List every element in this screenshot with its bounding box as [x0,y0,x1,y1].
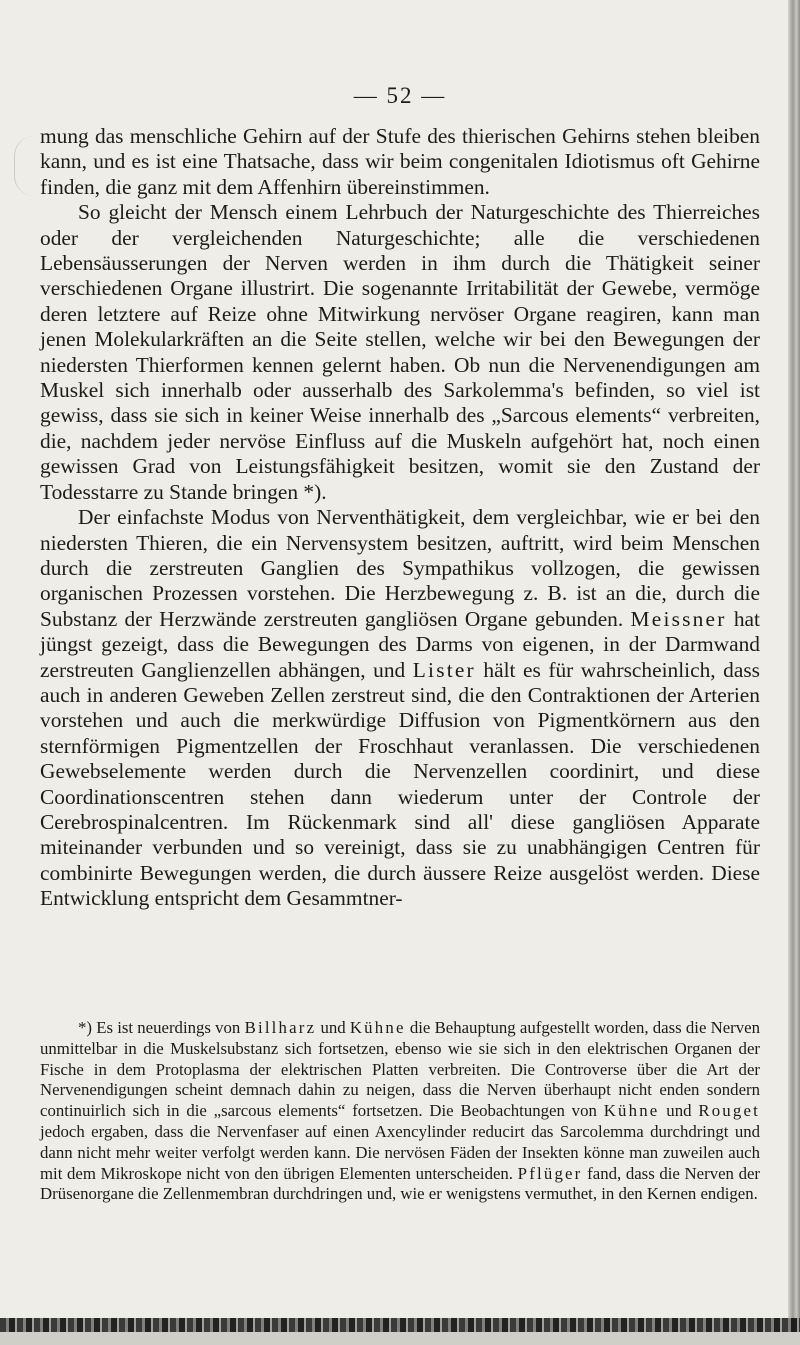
author-kuehne-2: Kühne [603,1101,660,1121]
paragraph-1: mung das menschliche Gehirn auf der Stufe des thierischen Gehirns stehen bleiben kann, und es ist eine Thatsache, dass wir beim congenitalen Idiotismus oft Gehirne finden, die ganz mit dem Affenhirn übereinstimmen. [40,124,760,199]
margin-pencil-mark [14,136,43,196]
paragraph-3-text-b: hat jüngst gezeigt, dass die Bewegungen des Darms von eigenen, in der Darmwand zerstreuten Ganglienzellen abhängen, und [40,606,760,682]
author-billharz: Billharz [244,1018,317,1037]
scan-border-bottom [0,1318,800,1332]
footnote-text-b: und [320,1018,346,1037]
author-kuehne: Kühne [349,1018,406,1037]
paragraph-3-text-c: hält es für wahrscheinlich, dass auch in anderen Geweben Zellen zerstreut sind, die den Contraktionen der Arterien vorstehen und auch die merkwürdige Diffusion von Pigmentkörnern aus den sternförmigen Pigmentzellen der Froschhaut veranlassen. Die verschiedenen Gewebselemente werden durch die Nervenzellen coordinirt, und diese Coordinationscentren stehen dann wiederum unter der Controle der Cerebrospinalcentren. Im Rückenmark sind all' diese gangliösen Apparate miteinander verbunden und so vereinigt, dass sie zu unabhängigen Centren für combinirte Bewegungen werden, die durch äussere Reize ausgelöst werden. Diese Entwicklung entspricht dem Gesammtner- [40,657,760,911]
author-rouget: Rouget [698,1101,760,1121]
footnote-text-a: *) Es ist neuerdings von [78,1018,241,1037]
page-edge-shadow [788,0,800,1345]
footnote-text-d: und [666,1101,692,1121]
footnote-text [40,1018,760,1205]
author-pflueger: Pflüger [517,1163,583,1183]
footnote-text-e: jedoch ergaben, dass die Nervenfaser auf einen Axencylinder reducirt das Sarcolemma durchdringt und dann nicht mehr weiter verfolgt werden kann. Die nervösen Fäden der Insekten könne man zuweilen auch mit dem Mikroskope nicht von den übrigen Elementen unterscheiden. [40,1121,760,1183]
footnote [40,1018,760,1205]
main-text [40,124,760,912]
paragraph-3-text-a: Der einfachste Modus von Nerventhätigkeit, dem vergleichbar, wie er bei den niedersten Thieren, die ein Nervensystem besitzen, auftritt, wird beim Menschen durch die zerstreuten Ganglien des Sympathikus vollzogen, die gewissen organischen Prozessen vorstehen. Die Herzbewegung z. B. ist an die, durch die Substanz der Herzwände zerstreuten gangliösen Organe gebunden. [40,505,760,631]
author-meissner: Meissner [630,606,727,631]
paragraph-2: So gleicht der Mensch einem Lehrbuch der Naturgeschichte des Thierreiches oder der vergleichenden Naturgeschichte; alle die verschiedenen Lebensäusserungen der Nerven werden in ihm durch die Thätigkeit seiner verschiedenen Organe illustrirt. Die sogenannte Irritabilität der Gewebe, vermöge deren letztere auf Reize ohne Mitwirkung nervöser Organe reagiren, kann man jenen Molekularkräften an die Seite stellen, welche wir bei den Bewegungen der niedersten Thierformen kennen gelernt haben. Ob nun die Nervenendigungen am Muskel sich innerhalb oder ausserhalb des Sarkolemma's befinden, so viel ist gewiss, dass sie sich in keiner Weise innerhalb des „Sarcous elements“ verbreiten, die, nachdem jeder nervöse Einfluss auf die Muskeln aufgehört hat, noch einen gewissen Grad von Leistungsfähigkeit besitzen, womit sie den Zustand der Todesstarre zu Stande bringen *). [40,200,760,504]
scan-margin-bottom [0,1332,800,1345]
footnote-text-f: fand, dass die Nerven der Drüsenorgane die Zellenmembran durchdringen und, wie er wenigstens vermuthet, in den Kernen endigen. [40,1163,761,1204]
paragraph-3 [40,505,760,912]
author-lister: Lister [412,657,476,682]
footnote-text-c: die Behauptung aufgestellt worden, dass die Nerven unmittelbar in die Muskelsubstanz sich fortsetzen, ebenso wie sie sich in den elektrischen Organen der Fische in dem Protoplasma der elektrischen Platten verbreiten. Die Controverse über die Art der Nervenendigungen scheint demnach dahin zu neigen, dass die Nerven überhaupt nicht enden sondern continuirlich sich in die „sarcous elements“ fortsetzen. Die Beobachtungen von [40,1018,760,1121]
page-number: — 52 — [353,83,447,108]
